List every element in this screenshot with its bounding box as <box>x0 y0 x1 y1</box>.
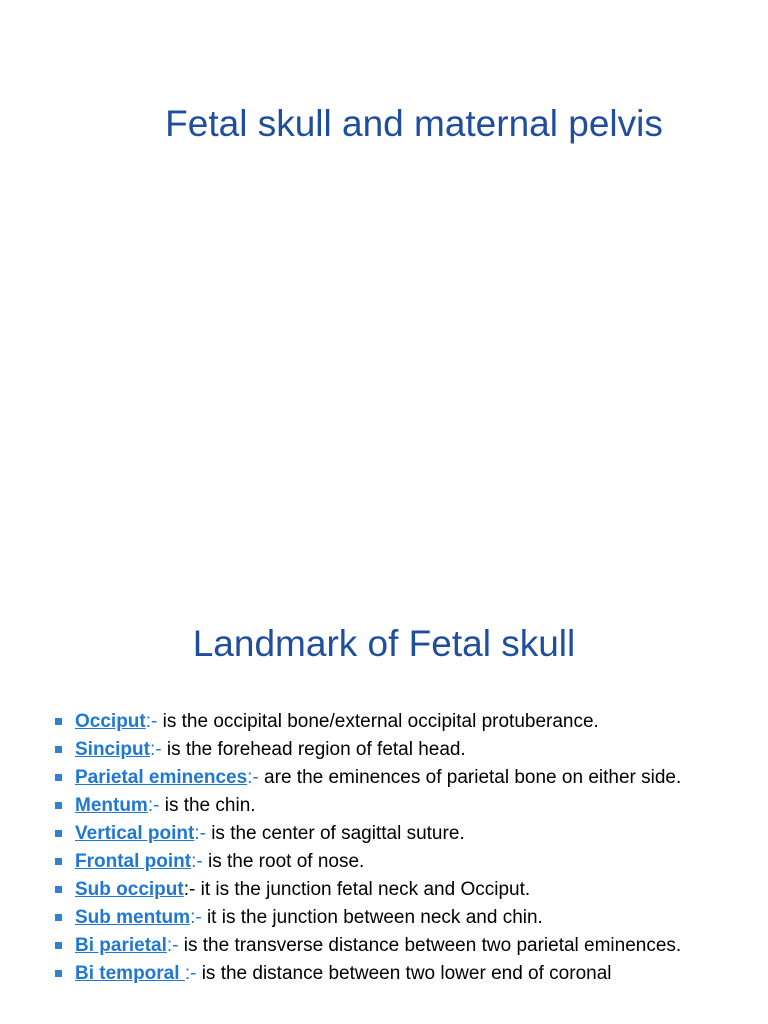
list-item <box>52 710 712 733</box>
list-item <box>52 934 712 957</box>
separator: :- <box>166 935 179 956</box>
term: Vertical point <box>75 823 195 844</box>
list-item <box>52 738 712 761</box>
square-bullet-icon <box>55 942 62 949</box>
list-item <box>52 766 712 789</box>
square-bullet-icon <box>55 886 62 893</box>
definition: is the forehead region of fetal head. <box>161 739 466 760</box>
list-item <box>52 850 712 873</box>
slide-2 <box>0 576 768 1024</box>
separator: :- <box>149 739 162 760</box>
square-bullet-icon <box>55 858 62 865</box>
list-item <box>52 794 712 817</box>
square-bullet-icon <box>55 802 62 809</box>
separator: :- <box>194 823 206 844</box>
separator: :- <box>190 907 202 928</box>
term: Mentum <box>75 795 148 816</box>
definition: are the eminences of parietal bone on either side. <box>258 767 682 788</box>
list-item <box>52 878 712 901</box>
term: Sub mentum <box>75 907 191 928</box>
term: Bi parietal <box>75 935 167 956</box>
separator: :- <box>145 711 158 732</box>
definition: is the center of sagittal suture. <box>205 823 465 844</box>
list-item <box>52 906 712 929</box>
square-bullet-icon <box>55 746 62 753</box>
list-item <box>52 962 712 985</box>
term: Occiput <box>75 711 146 732</box>
definition: is the distance between two lower end of coronal <box>196 963 612 984</box>
definition: it is the junction between neck and chin. <box>201 907 543 928</box>
term: Frontal point <box>75 851 192 872</box>
square-bullet-icon <box>55 774 62 781</box>
term: Parietal eminences <box>75 767 248 788</box>
separator: :- <box>183 879 196 900</box>
definition: is the occipital bone/external occipital protuberance. <box>157 711 599 732</box>
slide-1-title: Fetal skull and maternal pelvis <box>165 103 663 144</box>
definition: is the transverse distance between two parietal eminences. <box>178 935 682 956</box>
definition: is the root of nose. <box>202 851 365 872</box>
list-item <box>52 822 712 845</box>
landmark-list <box>52 710 712 990</box>
term: Sub occiput <box>75 879 184 900</box>
term: Sinciput <box>75 739 150 760</box>
separator: :- <box>247 767 259 788</box>
square-bullet-icon <box>55 914 62 921</box>
definition: it is the junction fetal neck and Occiput. <box>195 879 531 900</box>
separator: :- <box>184 963 197 984</box>
square-bullet-icon <box>55 718 62 725</box>
square-bullet-icon <box>55 830 62 837</box>
separator: :- <box>147 795 160 816</box>
slide-2-title: Landmark of Fetal skull <box>192 623 576 664</box>
separator: :- <box>191 851 203 872</box>
square-bullet-icon <box>55 970 62 977</box>
definition: is the chin. <box>159 795 256 816</box>
term: Bi temporal <box>75 963 185 984</box>
